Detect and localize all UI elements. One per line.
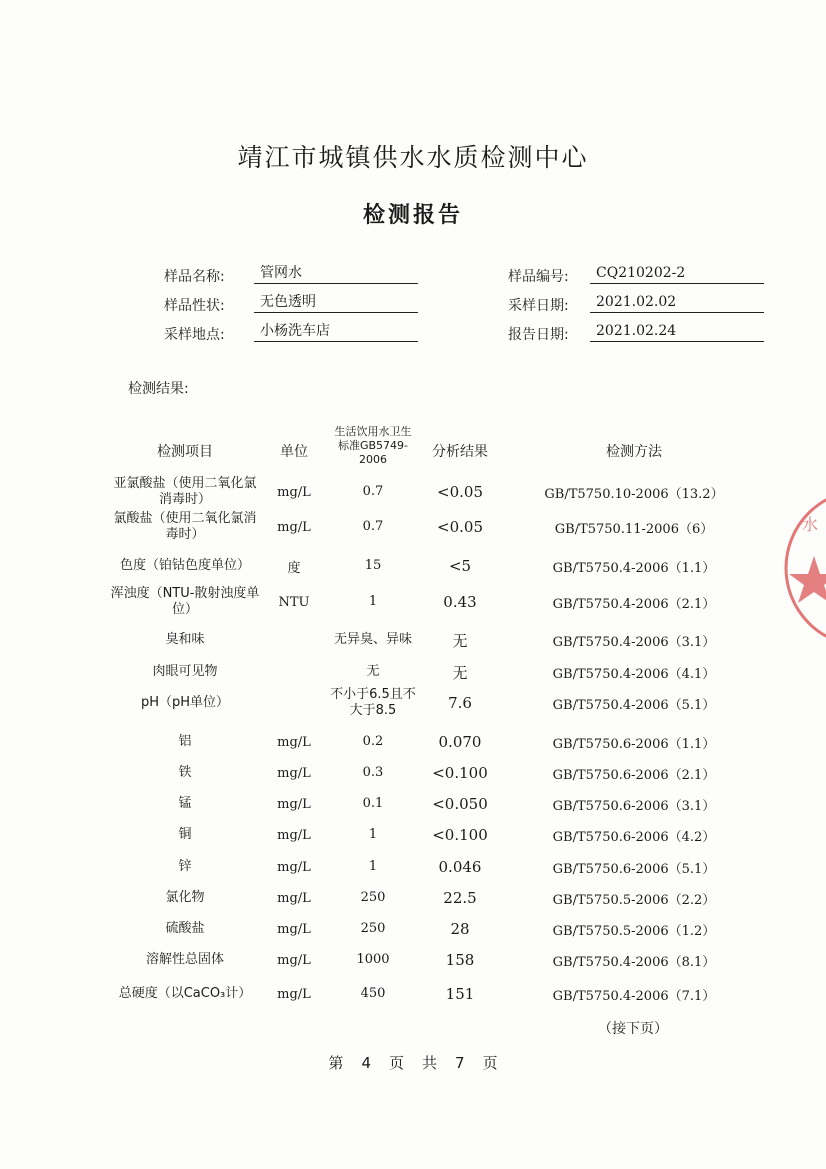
- continued-note: （接下页）: [598, 1021, 668, 1037]
- row-result: <0.100: [432, 764, 488, 782]
- row-method: GB/T5750.4-2006（2.1）: [552, 596, 716, 612]
- sampling-location-label: 采样地点:: [164, 327, 225, 343]
- total-pages: 7: [455, 1054, 465, 1072]
- total-suffix: 页: [482, 1054, 498, 1072]
- row-result: 158: [445, 951, 475, 969]
- row-item: 色度（铂钴色度单位）: [119, 558, 250, 573]
- row-result: 无: [452, 631, 468, 650]
- row-item: 肉眼可见物: [152, 664, 218, 679]
- header-unit: 单位: [280, 444, 308, 460]
- organization-name: 靖江市城镇供水水质检测中心: [237, 143, 589, 172]
- sample-id-value: CQ210202-2: [590, 264, 764, 284]
- row-method: GB/T5750.4-2006（7.1）: [552, 988, 716, 1004]
- row-method: GB/T5750.6-2006（3.1）: [552, 798, 716, 814]
- sampling-date-label: 采样日期:: [508, 298, 569, 314]
- row-standard: 1000: [356, 952, 390, 967]
- sample-name-value: 管网水: [254, 264, 418, 284]
- row-standard: 无异臭、异味: [333, 632, 412, 647]
- row-item: 铝: [178, 734, 192, 749]
- row-method: GB/T5750.6-2006（1.1）: [552, 736, 716, 752]
- row-method: GB/T5750.5-2006（1.2）: [552, 923, 716, 939]
- row-standard: 1: [368, 859, 378, 874]
- page-prefix: 第: [328, 1054, 344, 1072]
- row-result: <5: [448, 557, 472, 575]
- row-method: GB/T5750.4-2006（5.1）: [552, 697, 716, 713]
- row-unit: mg/L: [277, 796, 311, 812]
- row-standard: 250: [360, 890, 386, 905]
- row-result: 7.6: [448, 694, 472, 712]
- row-standard: 15: [364, 558, 382, 573]
- row-item: 铜: [178, 827, 192, 842]
- row-result: 0.046: [438, 858, 482, 876]
- row-item: 氯化物: [165, 890, 205, 905]
- sample-state-value: 无色透明: [254, 293, 418, 313]
- row-unit: [262, 656, 326, 688]
- row-method: GB/T5750.4-2006（8.1）: [552, 954, 716, 970]
- row-result: <0.050: [432, 795, 488, 813]
- row-item: 臭和味: [165, 632, 205, 647]
- page-word: 页: [388, 1054, 404, 1072]
- row-unit: mg/L: [277, 484, 311, 500]
- row-method: GB/T5750.6-2006（2.1）: [552, 767, 716, 783]
- sampling-location-value: 小杨洗车店: [254, 322, 418, 342]
- official-seal-stamp: [784, 478, 826, 668]
- row-item: 浑浊度（NTU-散射浊度单位）: [110, 586, 260, 617]
- row-method: GB/T5750.6-2006（5.1）: [552, 861, 716, 877]
- sample-state-label: 样品性状:: [164, 298, 225, 314]
- row-standard: 250: [360, 921, 386, 936]
- row-unit: NTU: [278, 594, 310, 610]
- row-standard: 450: [360, 986, 386, 1001]
- row-item: 氯酸盐（使用二氧化氯消毒时）: [113, 511, 257, 542]
- row-standard: 1: [368, 827, 378, 842]
- row-unit: mg/L: [277, 827, 311, 843]
- row-unit: mg/L: [277, 519, 311, 535]
- row-result: 0.43: [443, 593, 477, 611]
- row-result: <0.100: [432, 826, 488, 844]
- row-standard: 无: [366, 664, 380, 679]
- row-result: 22.5: [443, 889, 477, 907]
- row-item: 亚氯酸盐（使用二氧化氯消毒时）: [113, 476, 257, 507]
- report-title: 检测报告: [362, 203, 463, 228]
- header-result: 分析结果: [432, 444, 488, 460]
- row-item: 锰: [178, 796, 192, 811]
- row-unit: mg/L: [277, 765, 311, 781]
- row-unit: [262, 624, 326, 656]
- row-standard: 0.7: [362, 519, 384, 534]
- row-standard: 0.1: [362, 796, 384, 811]
- row-item: pH（pH单位）: [140, 695, 230, 710]
- row-item: 总硬度（以CaCO₃计）: [118, 986, 252, 1001]
- row-unit: mg/L: [277, 986, 311, 1002]
- page-indicator: [0, 1052, 826, 1073]
- sample-id-label: 样品编号:: [508, 269, 569, 285]
- row-method: GB/T5750.4-2006（3.1）: [552, 634, 716, 650]
- row-result: <0.05: [437, 518, 483, 536]
- row-method: GB/T5750.6-2006（4.2）: [552, 829, 716, 845]
- sampling-date-value: 2021.02.02: [590, 293, 764, 313]
- row-result: 无: [452, 663, 468, 682]
- row-item: 溶解性总固体: [145, 952, 224, 967]
- results-heading: 检测结果:: [128, 381, 189, 397]
- row-item: 锌: [178, 859, 192, 874]
- row-result: 0.070: [438, 733, 482, 751]
- row-result: 151: [445, 985, 475, 1003]
- row-method: GB/T5750.4-2006（4.1）: [552, 666, 716, 682]
- report-date-label: 报告日期:: [508, 327, 569, 343]
- row-method: GB/T5750.10-2006（13.2）: [544, 486, 724, 502]
- row-item: 铁: [178, 765, 192, 780]
- row-method: GB/T5750.5-2006（2.2）: [552, 892, 716, 908]
- row-unit: [262, 687, 326, 719]
- header-standard: 生活饮用水卫生标准GB5749-2006: [334, 425, 412, 466]
- row-result: 28: [450, 920, 470, 938]
- row-standard: 0.2: [362, 734, 384, 749]
- row-item: 硫酸盐: [165, 921, 205, 936]
- row-unit: mg/L: [277, 859, 311, 875]
- svg-text:水: 水: [802, 515, 819, 534]
- row-unit: mg/L: [277, 734, 311, 750]
- report-date-value: 2021.02.24: [590, 322, 764, 342]
- row-method: GB/T5750.11-2006（6）: [554, 521, 714, 537]
- row-standard: 1: [368, 594, 378, 609]
- row-unit: mg/L: [277, 890, 311, 906]
- row-standard: 0.7: [362, 484, 384, 499]
- row-unit: mg/L: [277, 921, 311, 937]
- row-unit: mg/L: [277, 952, 311, 968]
- current-page: 4: [361, 1054, 371, 1072]
- header-item: 检测项目: [157, 444, 213, 460]
- row-standard: 0.3: [362, 765, 384, 780]
- row-method: GB/T5750.4-2006（1.1）: [552, 560, 716, 576]
- row-unit: 度: [287, 560, 301, 576]
- row-result: <0.05: [437, 483, 483, 501]
- total-prefix: 共: [422, 1054, 438, 1072]
- sample-name-label: 样品名称:: [164, 269, 225, 285]
- header-method: 检测方法: [606, 444, 662, 460]
- row-standard: 不小于6.5且不大于8.5: [330, 687, 416, 718]
